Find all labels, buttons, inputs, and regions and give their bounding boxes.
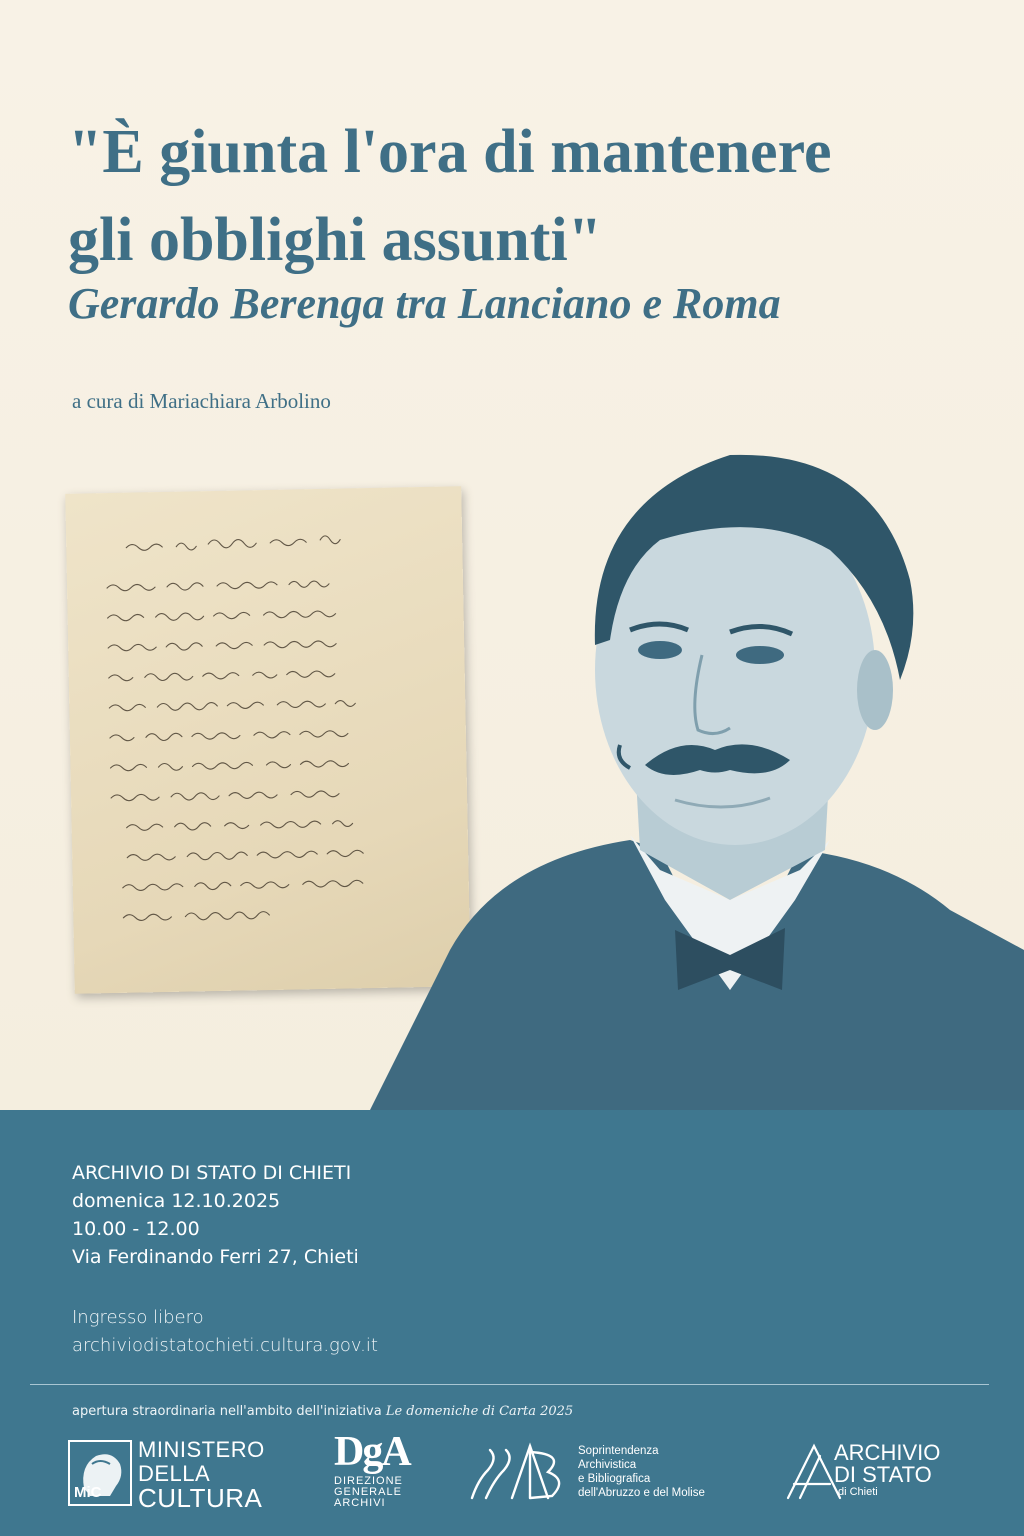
curator-credit: a cura di Mariachiara Arbolino [72,389,331,413]
sab-text [578,1444,705,1500]
archivio-stato-logo [786,1440,966,1510]
dga-logo [334,1429,420,1518]
mic-words [138,1437,265,1513]
sab-line-4: dell'Abruzzo e del Molise [578,1487,705,1499]
mic-line-1: MINISTERO [138,1437,265,1462]
portrait-drawing [330,430,1024,1110]
dga-line-2: GENERALE [334,1486,402,1498]
dga-line-3: ARCHIVI [334,1497,386,1509]
admission-info [72,1304,378,1360]
event-info-panel [0,1110,1024,1536]
note-prefix: apertura straordinaria nell'ambito dell'iniziativa [72,1404,386,1419]
initiative-note [72,1404,573,1419]
event-date: domenica 12.10.2025 [72,1190,281,1212]
website-link[interactable]: archiviodistatochieti.cultura.gov.it [72,1335,378,1356]
mic-line-3: CULTURA [138,1483,263,1513]
event-address: Via Ferdinando Ferri 27, Chieti [72,1246,359,1268]
venue-name: ARCHIVIO DI STATO DI CHIETI [72,1162,352,1184]
dga-text [334,1476,420,1509]
note-initiative: Le domeniche di Carta 2025 [385,1404,574,1419]
soprintendenza-logo [468,1440,738,1510]
sab-line-2: Archivistica [578,1459,637,1471]
title-line-1: "È giunta l'ora di mantenere [68,118,832,186]
poster-subtitle: Gerardo Berenga tra Lanciano e Roma [68,279,781,328]
poster-title [68,108,968,284]
dga-line-1: DIREZIONE [334,1475,403,1487]
mic-line-2: DELLA [138,1461,211,1486]
ministero-cultura-logo [68,1437,278,1513]
title-line-2: gli obblighi assunti" [68,206,603,274]
archivio-line-2: DI STATO [834,1462,932,1487]
portrait-image [330,430,1024,1110]
dga-mark: DgA [334,1429,410,1475]
sab-line-3: e Bibliografica [578,1473,651,1485]
sab-mark-icon [468,1440,572,1506]
admission-text: Ingresso libero [72,1307,204,1328]
mic-emblem-icon [68,1440,132,1506]
event-details [72,1159,359,1271]
mic-abbr: MiC [74,1484,102,1501]
divider [30,1384,989,1385]
sab-line-1: Soprintendenza [578,1445,659,1457]
archivio-line-1: ARCHIVIO [834,1440,941,1465]
archivio-line-3: di Chieti [838,1486,878,1498]
archivio-title [834,1442,940,1486]
event-time: 10.00 - 12.00 [72,1218,200,1240]
